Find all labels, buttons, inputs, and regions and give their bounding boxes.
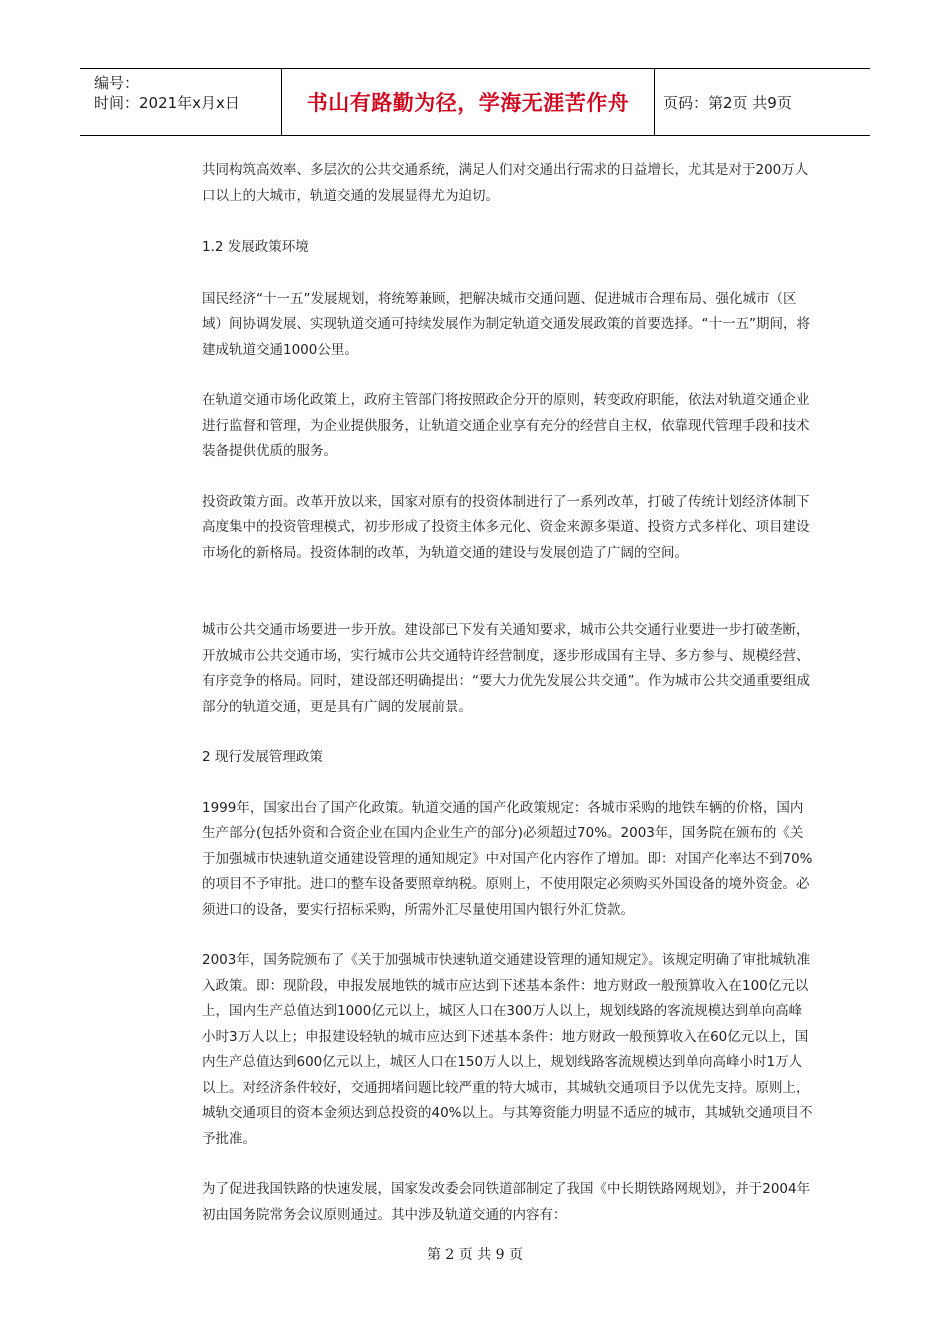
page-code-label: 页码：第2页 共9页 <box>663 93 792 112</box>
body-paragraph: 国民经济“十一五”发展规划，将统筹兼顾，把解决城市交通问题、促进城市合理布局、强化城市（区域）间协调发展、实现轨道交通可持续发展作为制定轨道交通发展政策的首要选择。“十一五”期间，将建成轨道交通1000公里。 <box>202 290 810 358</box>
document-date-label: 时间：2021年x月x日 <box>94 94 240 112</box>
section-heading: 1.2 发展政策环境 <box>202 239 309 255</box>
header-meta-cell <box>80 69 282 135</box>
header-page-cell <box>655 69 870 135</box>
body-paragraph: 2003年，国务院颁布了《关于加强城市快速轨道交通建设管理的通知规定》。该规定明确了审批城轨准入政策。即：现阶段，申报发展地铁的城市应达到下述基本条件：地方财政一般预算收入在100亿元以上，国内生产总值达到1000亿元以上，城区人口在300万人以上，规划线路的客流规模达到单向高峰小时3万人以上；申报建设轻轨的城市应达到下述基本条件：地方财政一般预算收入在60亿元以上，国内生产总值达到600亿元以上，城区人口在150万人以上，规划线路客流规模达到单向高峰小时1万人以上。对经济条件较好，交通拥堵问题比较严重的特大城市，其城轨交通项目予以优先支持。原则上，城轨交通项目的资本金须达到总投资的40%以上。与其筹资能力明显不适应的城市，其城轨交通项目不予批准。 <box>202 952 813 1147</box>
page-footer: 第 2 页 共 9 页 <box>426 1247 524 1263</box>
page-header <box>80 68 870 136</box>
section-heading: 2 现行发展管理政策 <box>202 749 323 765</box>
body-paragraph: 投资政策方面。改革开放以来，国家对原有的投资体制进行了一系列改革，打破了传统计划经济体制下高度集中的投资管理模式，初步形成了投资主体多元化、资金来源多渠道、投资方式多样化、项目建设市场化的新格局。投资体制的改革，为轨道交通的建设与发展创造了广阔的空间。 <box>202 493 810 561</box>
body-paragraph: 1999年，国家出台了国产化政策。轨道交通的国产化政策规定：各城市采购的地铁车辆的价格，国内生产部分(包括外资和合资企业在国内企业生产的部分)必须超过70%。2003年，国务院在颁布的《关于加强城市快速轨道交通建设管理的通知规定》中对国产化内容作了增加。即：对国产化率达不到70%的项目不予审批。进口的整车设备要照章纳税。原则上，不使用限定必须购买外国设备的境外资金。必须进口的设备，要实行招标采购，所需外汇尽量使用国内银行外汇贷款。 <box>202 799 813 918</box>
header-motto-cell <box>282 69 655 135</box>
document-number-label: 编号： <box>94 74 140 92</box>
document-body <box>202 158 814 1228</box>
body-paragraph: 为了促进我国铁路的快速发展，国家发改委会同铁道部制定了我国《中长期铁路网规划》，并于2004年初由国务院常务会议原则通过。其中涉及轨道交通的内容有： <box>202 1181 811 1223</box>
motto-text: 书山有路勤为径，学海无涯苦作舟 <box>306 91 630 115</box>
body-paragraph: 共同构筑高效率、多层次的公共交通系统，满足人们对交通出行需求的日益增长，尤其是对于200万人口以上的大城市，轨道交通的发展显得尤为迫切。 <box>202 162 809 204</box>
body-paragraph: 城市公共交通市场要进一步开放。建设部已下发有关通知要求，城市公共交通行业要进一步打破垄断，开放城市公共交通市场，实行城市公共交通特许经营制度，逐步形成国有主导、多方参与、规模经营、有序竞争的格局。同时，建设部还明确提出：“要大力优先发展公共交通”。作为城市公共交通重要组成部分的轨道交通，更是具有广阔的发展前景。 <box>202 622 810 715</box>
body-paragraph: 在轨道交通市场化政策上，政府主管部门将按照政企分开的原则，转变政府职能，依法对轨道交通企业进行监督和管理，为企业提供服务，让轨道交通企业享有充分的经营自主权，依靠现代管理手段和技术装备提供优质的服务。 <box>202 392 810 459</box>
